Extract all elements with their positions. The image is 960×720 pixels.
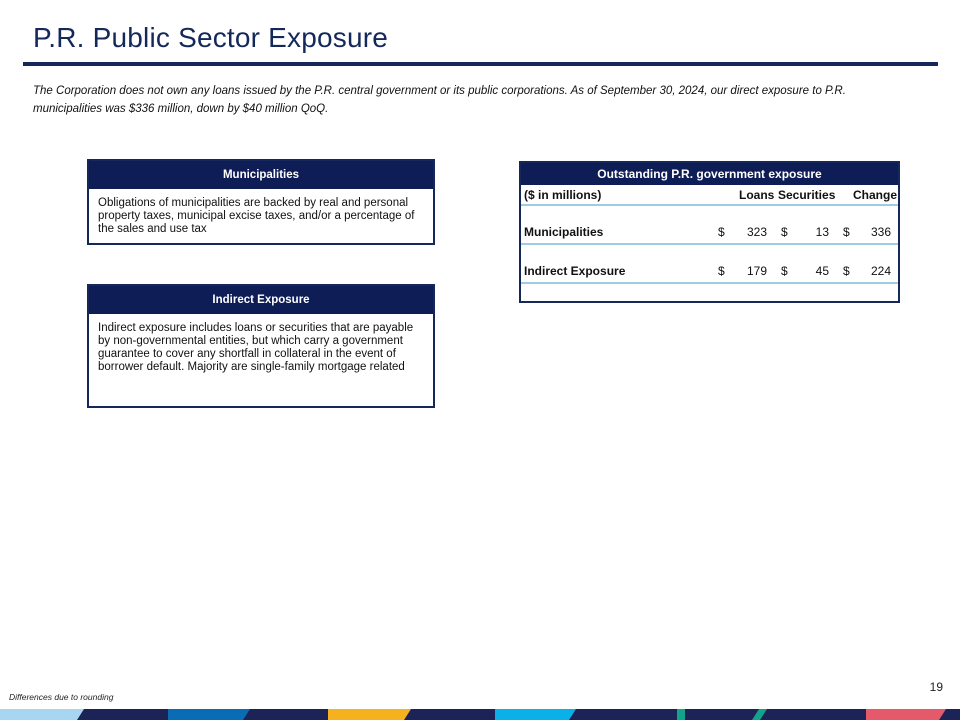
indirect-exposure-box-body: Indirect exposure includes loans or securities that are payable by non-governmental entities, but which carry a government guarantee to cover any shortfall in collateral in the event of borrower default. Majority are single-family mortgage related (98, 322, 414, 373)
securities-currency-symbol: $ (781, 264, 788, 278)
column-header-change: Change (853, 188, 898, 202)
row-label: Municipalities (524, 225, 604, 239)
indirect-exposure-box-title: Indirect Exposure (89, 286, 433, 314)
loans-currency-symbol: $ (718, 264, 725, 278)
municipalities-box (87, 159, 435, 245)
loans-value: 323 (746, 225, 767, 239)
decorative-color-bar (0, 709, 960, 720)
change-value: 336 (870, 225, 891, 239)
intro-paragraph: The Corporation does not own any loans issued by the P.R. central government or its public corporations. As of September 30, 2024, our direct exposure to P.R. municipalities was $336 million, down by $40 million QoQ. (33, 85, 846, 115)
page-title: P.R. Public Sector Exposure (33, 22, 389, 53)
table-title: Outstanding P.R. government exposure (521, 163, 898, 185)
column-header-loans: Loans (739, 188, 775, 202)
loans-value: 179 (746, 264, 767, 278)
indirect-exposure-box (87, 284, 435, 408)
row-label: Indirect Exposure (524, 264, 626, 278)
securities-currency-symbol: $ (781, 225, 788, 239)
column-header-units: ($ in millions) (524, 188, 602, 202)
title-divider (23, 62, 938, 66)
change-currency-symbol: $ (843, 225, 850, 239)
securities-value: 45 (815, 264, 829, 278)
change-value: 224 (870, 264, 891, 278)
exposure-table (519, 161, 900, 303)
footnote: Differences due to rounding (9, 692, 114, 702)
page-number: 19 (929, 680, 943, 694)
change-currency-symbol: $ (843, 264, 850, 278)
municipalities-box-title: Municipalities (89, 161, 433, 189)
securities-value: 13 (815, 225, 829, 239)
table-row (521, 206, 898, 245)
table-row (521, 245, 898, 284)
table-header-row (521, 185, 898, 206)
column-header-securities: Securities (778, 188, 836, 202)
municipalities-box-body: Obligations of municipalities are backed by real and personal property taxes, municipal excise taxes, and/or a percentage of the sales and use tax (98, 197, 415, 235)
loans-currency-symbol: $ (718, 225, 725, 239)
